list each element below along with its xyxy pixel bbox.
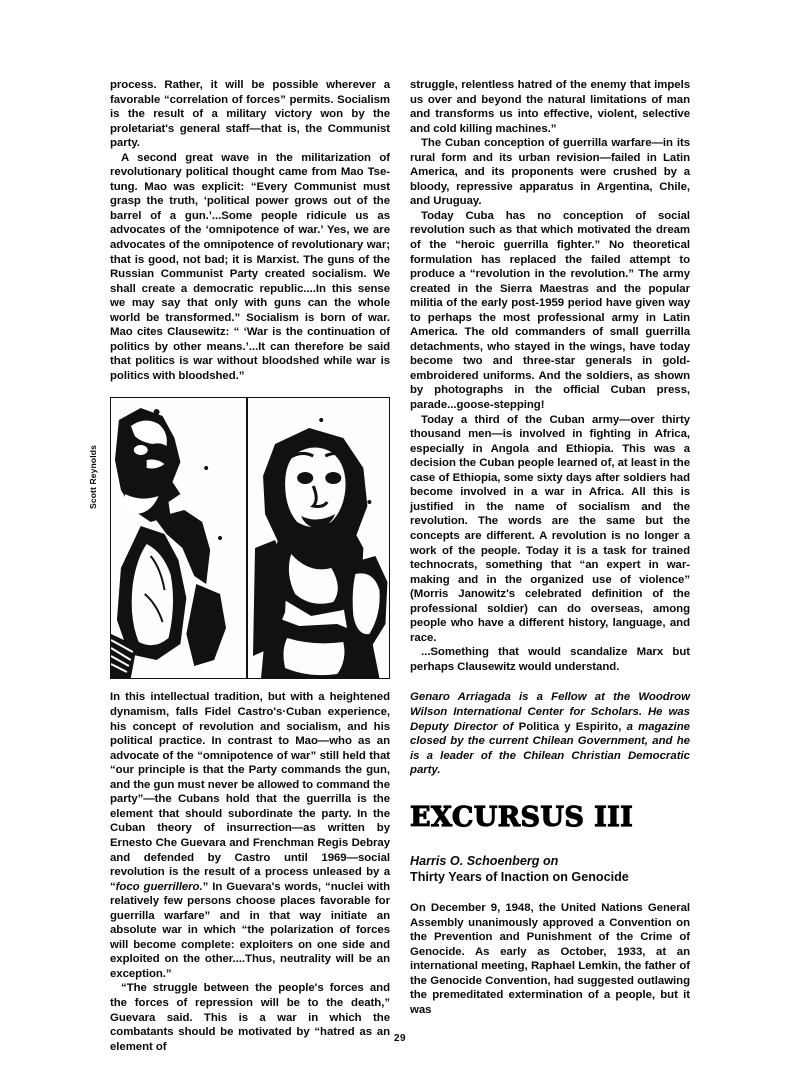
illustration-panel-left	[111, 398, 246, 678]
author-bio-part2: a magazine closed by the current Chilean Government, and he is a leader of the Chilean Christian Democratic party.	[410, 720, 691, 777]
illustration-frame	[110, 397, 390, 679]
paragraph-guevara-struggle: “The struggle between the people's forces and the forces of repression will be to the death,” Guevara said. This is a war in which the combatants should be motivated by “hatred as an element of	[110, 982, 390, 1053]
paragraph-process: process. Rather, it will be possible wherever a favorable “correlation of forces” permits. Socialism is the result of a military victory won by the proletariat's general staff—that is, the Communist party.	[110, 79, 390, 150]
foco-guerrillero-italic: foco guerrillero.	[115, 880, 203, 893]
two-column-layout	[88, 78, 691, 1054]
illustration-credit: Scott Reynolds	[88, 445, 98, 510]
paragraph-today-cuba: Today Cuba has no conception of social revolution such as that which motivated the dream of the “heroic guerrilla fighter.” No theoretical formulation has replaced the failed attempt to produce a “revolution in the revolution.” The army created in the Sierra Maestras and the popular militia of the early post-1959 period have given way to perhaps the most professional army in Latin America. The old commanders of small guerrilla detachments, who stayed in the wings, have today become two and three-star generals in gold-embroidered uniforms. And the soldiers, as shown by photographs in the official Cuban press, parade...goose-stepping!	[410, 209, 690, 412]
author-bio	[410, 690, 690, 778]
paragraph-lead-bold: In this intellectual tradition,	[110, 691, 263, 704]
paragraph-killing-machines: struggle, relentless hatred of the enemy that impels us over and beyond the natural limitations of man and transforms us into effective, violent, selective and cold killing machines.”	[410, 79, 690, 135]
paragraph-second-wave: A second great wave in the militarization of revolutionary political thought came from Mao Tse-tung. Mao was explicit: “Every Communist must grasp the truth, ‘political power grows out of the barrel of a gun.’...Some people ridicule us as advocates of the ‘omnipotence of war.’ Yes, we are advocates of the omnipotence of revolutionary war; that is good, not bad; it is Marxist. The guns of the Russian Communist Party created socialism. We shall create a democratic republic....In this sense we may say that only with guns can the whole world be transformed.” Socialism is born of war. Mao cites Clausewitz: “ ‘War is the continuation of politics by other means.’...It can therefore be said that politics is war without bloodshed while war is politics with bloodshed.”	[110, 151, 390, 382]
excursus-heading: EXCURSUS III	[410, 801, 634, 833]
portrait-left-graphic	[111, 398, 246, 678]
paragraph-cuban-army-africa: Today a third of the Cuban army—over thirty thousand men—is involved in fighting in Africa, especially in Angola and Ethiopia. This was a decision the Cuban people learned of, at least in the case of Ethiopia, some sixty days after soldiers had become involved in a war in Africa. All this is justified in the name of socialism and the revolution. The words are the same but the concepts are different. A revolution is no longer a work of the people. Today it is a task for trained technocrats, something that “an expert in war-making and in the organized use of violence” (Morris Janowitz's celebrated definition of the professional soldier) can do overseas, among people who have a different history, language, and race.	[410, 413, 690, 644]
paragraph-genocide-convention: On December 9, 1948, the United Nations General Assembly unanimously approved a Convention on the Prevention and Punishment of the Crime of Genocide. As early as October, 1933, at an international meeting, Raphael Lemkin, the father of the Genocide Convention, had suggested outlawing the premeditated extermination of a people, but it was	[410, 901, 690, 1016]
page-number: 29	[393, 1033, 407, 1044]
illustration-panel-divider	[246, 398, 248, 678]
paragraph-scandalize-marx: ...Something that would scandalize Marx but perhaps Clausewitz would understand.	[410, 646, 690, 673]
portrait-right-graphic	[251, 398, 389, 678]
author-bio-part1: Genaro Arriagada is a Fellow at the Woodrow Wilson International Center for Scholars. He was Deputy Director of	[410, 691, 690, 733]
paragraph-cuban-conception: The Cuban conception of guerrilla warfare—in its rural form and its urban revision—failed in Latin America, and its proponents were crushed by a bloody, repressive apparatus in Argentina, Chile, and Uruguay.	[410, 137, 690, 208]
magazine-name: Politica y Espirito,	[518, 720, 622, 733]
paragraph-castro-tradition	[110, 690, 390, 981]
right-column	[410, 78, 690, 1054]
left-column	[88, 78, 391, 1054]
subheading-line-title: Thirty Years of Inaction on Genocide	[410, 869, 629, 884]
illustration-panel-right	[251, 398, 389, 678]
paragraph-lead-rest: but with a heightened dynamism, falls Fidel Castro's·Cuban experience, his concept of revolution and socialism, and his political practice. In contrast to Mao—who as an advocate of the “omnipotence of war” still held that “our principle is that the Party commands the gun, and the gun must never be allowed to command the party”—the Cubans hold that the guerrilla is the element that should subordinate the party. In the Cuban theory of insurrection—as written by Ernesto Che Guevara and Frenchman Regis Debray and defended by Castro until 1969—social revolution is the result of a process unleased by a “	[110, 691, 390, 893]
illustration-figure	[88, 397, 390, 679]
paragraph-lead-tail: ” In Guevara's words, “nuclei with relatively few persons choose places favorable for guerrilla warfare” and in that way initiate an absolute war in which “the polarization of forces will become complete: exploiters on one side and exploited on the other....Thus, neutrality will be an exception.”	[110, 880, 391, 980]
article-subheading	[410, 853, 690, 885]
subheading-line-author: Harris O. Schoenberg on	[410, 853, 559, 868]
